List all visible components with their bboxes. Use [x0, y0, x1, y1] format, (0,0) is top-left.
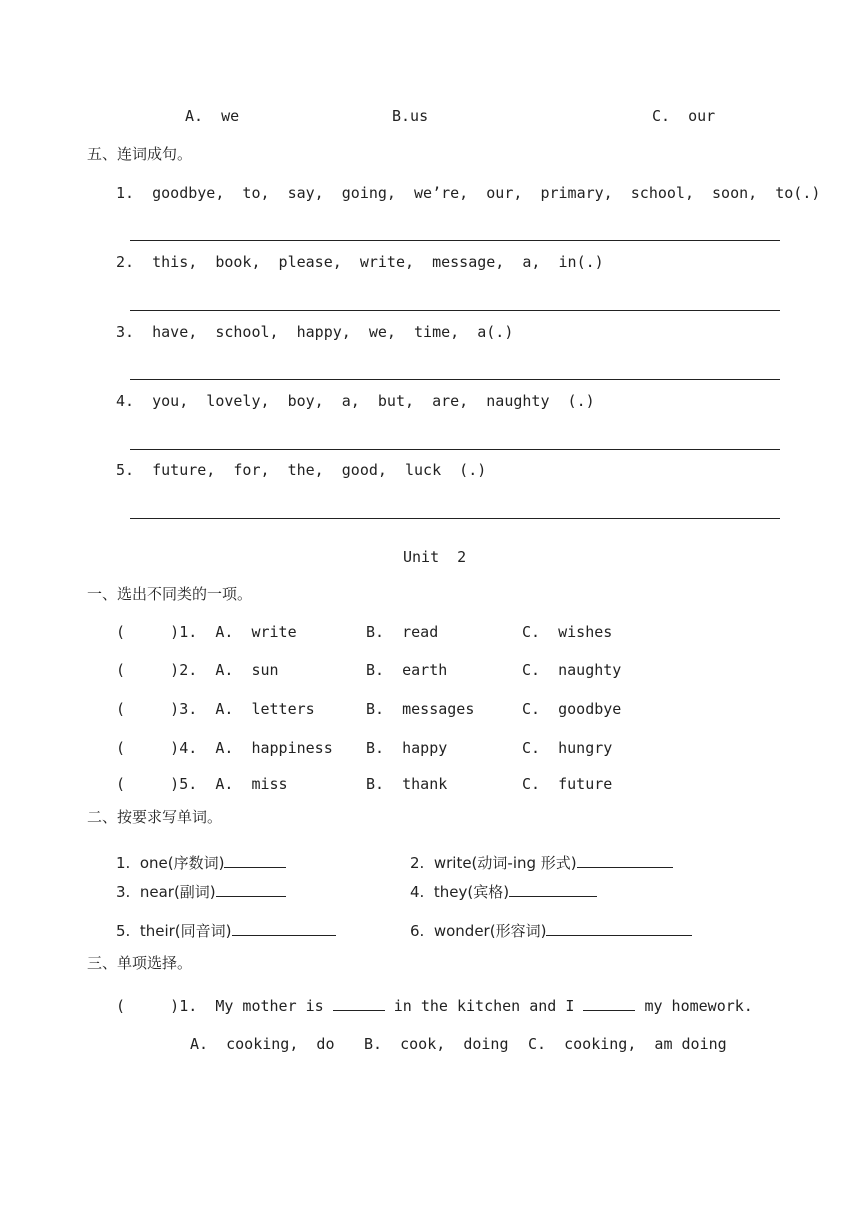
sentence-item-5: 5. future, for, the, good, luck (.) — [116, 461, 487, 479]
word-blank-4[interactable] — [509, 882, 597, 897]
choice-row-2-b: B. earth — [366, 661, 448, 679]
choice-row-2-c: C. naughty — [522, 661, 622, 679]
choice-row-3-c: C. goodbye — [522, 700, 622, 718]
mc-option-a: A. cooking, do — [190, 1035, 335, 1053]
choice-row-4: ( )4. A. happiness — [116, 739, 333, 757]
choice-row-2: ( )2. A. sun — [116, 661, 279, 679]
choice-row-4-b: B. happy — [366, 739, 448, 757]
choice-row-3: ( )3. A. letters — [116, 700, 315, 718]
choice-row-5-c: C. future — [522, 775, 613, 793]
word-item-4: 4. they(宾格) — [410, 882, 597, 901]
sentence-item-3: 3. have, school, happy, we, time, a(.) — [116, 323, 514, 341]
word-blank-6[interactable] — [546, 921, 692, 936]
answer-line-3[interactable] — [130, 379, 780, 380]
choice-row-1-c: C. wishes — [522, 623, 613, 641]
option-b: B.us — [392, 107, 429, 125]
answer-line-2[interactable] — [130, 310, 780, 311]
word-blank-2[interactable] — [577, 853, 673, 868]
section-heading-3: 三、单项选择。 — [87, 954, 193, 972]
mc-blank-1[interactable] — [333, 996, 385, 1011]
section-heading-5: 五、连词成句。 — [87, 145, 193, 163]
answer-line-5[interactable] — [130, 518, 780, 519]
word-blank-3[interactable] — [216, 882, 286, 897]
answer-line-4[interactable] — [130, 449, 780, 450]
word-item-1: 1. one(序数词) — [116, 853, 286, 872]
sentence-item-4: 4. you, lovely, boy, a, but, are, naughty (.) — [116, 392, 595, 410]
option-a: A. we — [185, 107, 240, 125]
mc-blank-2[interactable] — [583, 996, 635, 1011]
section-heading-2: 二、按要求写单词。 — [87, 808, 223, 826]
choice-row-1: ( )1. A. write — [116, 623, 297, 641]
answer-line-1[interactable] — [130, 240, 780, 241]
choice-row-3-b: B. messages — [366, 700, 475, 718]
choice-row-5-b: B. thank — [366, 775, 448, 793]
mc-option-c: C. cooking, am doing — [528, 1035, 727, 1053]
choice-row-4-c: C. hungry — [522, 739, 613, 757]
unit-title: Unit 2 — [403, 548, 467, 566]
mc-option-b: B. cook, doing — [364, 1035, 509, 1053]
sentence-item-2: 2. this, book, please, write, message, a, in(.) — [116, 253, 604, 271]
word-blank-1[interactable] — [224, 853, 286, 868]
word-item-5: 5. their(同音词) — [116, 921, 336, 940]
mc-question-1: ( )1. My mother is in the kitchen and I my homework. — [116, 997, 753, 1015]
option-c: C. our — [652, 107, 716, 125]
word-item-6: 6. wonder(形容词) — [410, 921, 692, 940]
word-item-3: 3. near(副词) — [116, 882, 286, 901]
word-blank-5[interactable] — [232, 921, 336, 936]
choice-row-5: ( )5. A. miss — [116, 775, 288, 793]
word-item-2: 2. write(动词-ing 形式) — [410, 853, 673, 872]
sentence-item-1: 1. goodbye, to, say, going, we’re, our, primary, school, soon, to(.) — [116, 184, 821, 202]
section-heading-1: 一、选出不同类的一项。 — [87, 585, 253, 603]
choice-row-1-b: B. read — [366, 623, 439, 641]
